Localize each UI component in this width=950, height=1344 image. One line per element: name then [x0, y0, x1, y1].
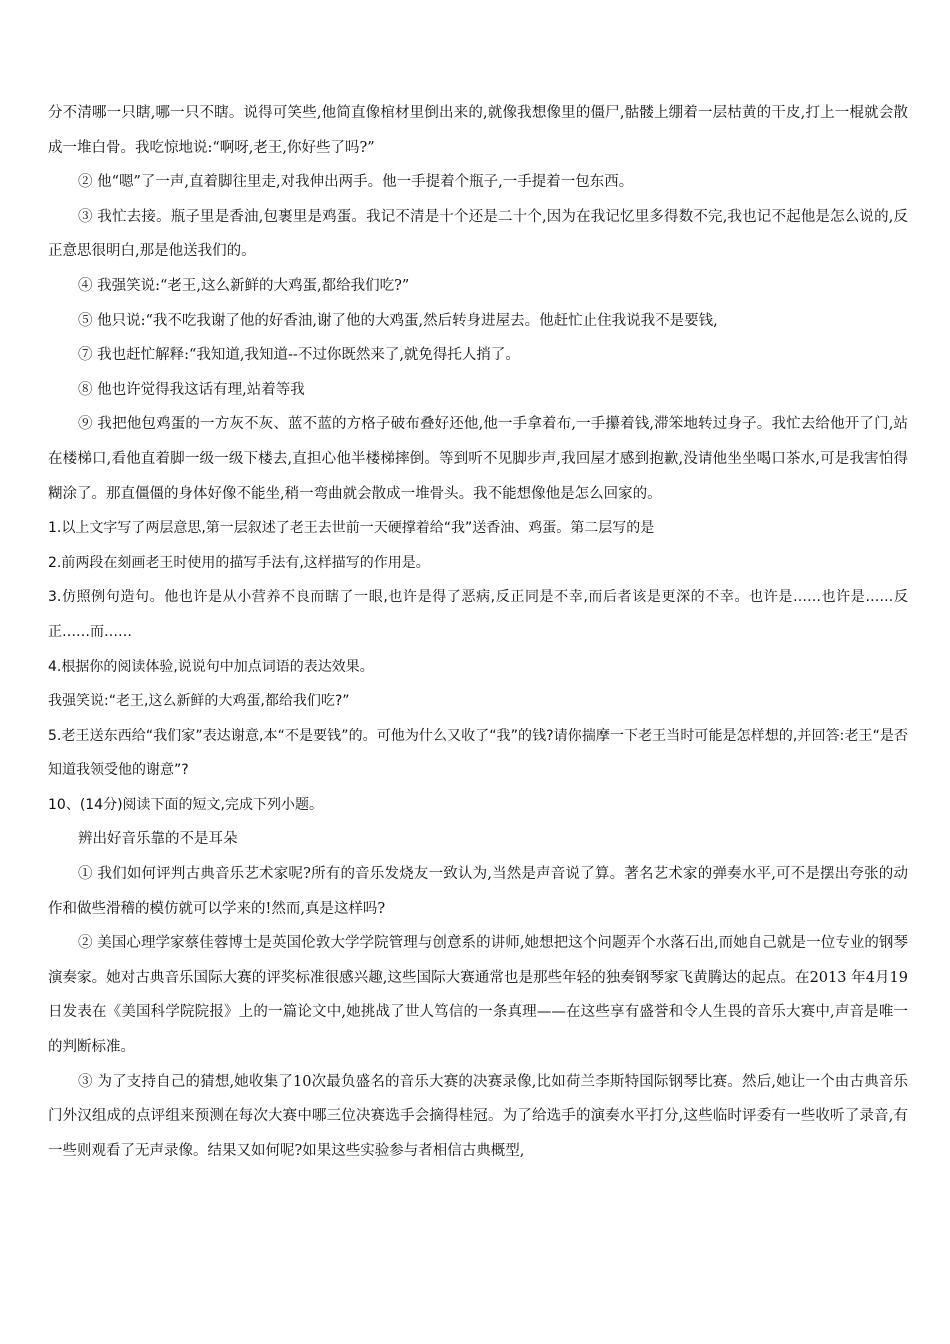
story-paragraph-2: ② 他“嗯”了一声,直着脚往里走,对我伸出两手。他一手提着个瓶子,一手提着一包东西。 [78, 174, 634, 191]
story-paragraph-9: ⑨ 我把他包鸡蛋的一方灰不灰、蓝不蓝的方格子破布叠好还他,他一手拿着布,一手攥着钱,滞笨地转过身子。我忙去给他开了门,站在楼梯口,看他直着脚一级一级下楼去,直担心他半楼梯摔倒。等到听不见脚步声,我回屋才感到抱歉,没请他坐坐喝口茶水,可是我害怕得糊涂了。那直僵僵的身体好像不能坐,稍一弯曲就会散成一堆骨头。我不能想像他是怎么回家的。 [48, 416, 908, 502]
article-paragraph-1: ① 我们如何评判古典音乐艺术家呢?所有的音乐发烧友一致认为,当然是声音说了算。著名艺术家的弹奏水平,可不是摆出夸张的动作和做些滑稽的模仿就可以学来的!然而,真是这样吗? [48, 866, 908, 917]
section-10-heading: 10、(14分)阅读下面的短文,完成下列小题。 [48, 796, 324, 813]
article-title: 辨出好音乐靠的不是耳朵 [78, 831, 238, 848]
question-1: 1.以上文字写了两层意思,第一层叙述了老王去世前一天硬撑着给“我”送香油、鸡蛋。第二层写的是 [48, 520, 655, 537]
story-paragraph-3: ③ 我忙去接。瓶子里是香油,包裹里是鸡蛋。我记不清是十个还是二十个,因为在我记忆里多得数不完,我也记不起他是怎么说的,反正意思很明白,那是他送我们的。 [48, 208, 908, 260]
document-page [48, 96, 908, 1168]
story-paragraph-5: ⑤ 他只说:“我不吃我谢了他的好香油,谢了他的大鸡蛋,然后转身进屋去。他赶忙止住我说我不是要钱, [78, 312, 718, 329]
story-paragraph-4: ④ 我强笑说:“老王,这么新鲜的大鸡蛋,都给我们吃?” [78, 277, 410, 294]
question-4: 4.根据你的阅读体验,说说句中加点词语的表达效果。 [48, 658, 374, 675]
question-3: 3.仿照例句造句。他也许是从小营养不良而瞎了一眼,也许是得了恶病,反正同是不幸,而后者该是更深的不幸。也许是……也许是……反正……而…… [48, 589, 908, 640]
article-paragraph-2: ② 美国心理学家蔡佳蓉博士是英国伦敦大学学院管理与创意系的讲师,她想把这个问题弄个水落石出,而她自己就是一位专业的钢琴演奏家。她对古典音乐国际大赛的评奖标准很感兴趣,这些国际大赛通常也是那些年轻的独奏钢琴家飞黄腾达的起点。在2013 年4月19日发表在《美国科学院院报》上的一篇论文中,她挑战了世人笃信的一条真理——在这些享有盛誉和令人生畏的音乐大赛中,声音是唯一的判断标准。 [48, 935, 908, 1056]
article-paragraph-3: ③ 为了支持自己的猜想,她收集了10次最负盛名的音乐大赛的决赛录像,比如荷兰李斯特国际钢琴比赛。然后,她让一个由古典音乐门外汉组成的点评组来预测在每次大赛中哪三位决赛选手会摘得桂冠。为了给选手的演奏水平打分,这些临时评委有一些收听了录音,有一些则观看了无声录像。结果又如何呢?如果这些实验参与者相信古典概型, [48, 1073, 908, 1159]
question-2: 2.前两段在刻画老王时使用的描写手法有,这样描写的作用是。 [48, 554, 430, 571]
question-4-quote: 我强笑说:“老王,这么新鲜的大鸡蛋,都给我们吃?” [48, 693, 350, 710]
story-intro: 分不清哪一只瞎,哪一只不瞎。说得可笑些,他简直像棺材里倒出来的,就像我想像里的僵尸,骷髅上绷着一层枯黄的干皮,打上一棍就会散成一堆白骨。我吃惊地说:“啊呀,老王,你好些了吗?” [48, 105, 908, 156]
story-paragraph-8: ⑧ 他也许觉得我这话有理,站着等我 [78, 381, 305, 398]
question-5: 5.老王送东西给“我们家”表达谢意,本“不是要钱”的。可他为什么又收了“我”的钱?请你揣摩一下老王当时可能是怎样想的,并回答:老王“是否知道我领受他的谢意”? [48, 727, 908, 779]
story-paragraph-7: ⑦ 我也赶忙解释:“我知道,我知道--不过你既然来了,就免得托人捎了。 [78, 347, 520, 364]
